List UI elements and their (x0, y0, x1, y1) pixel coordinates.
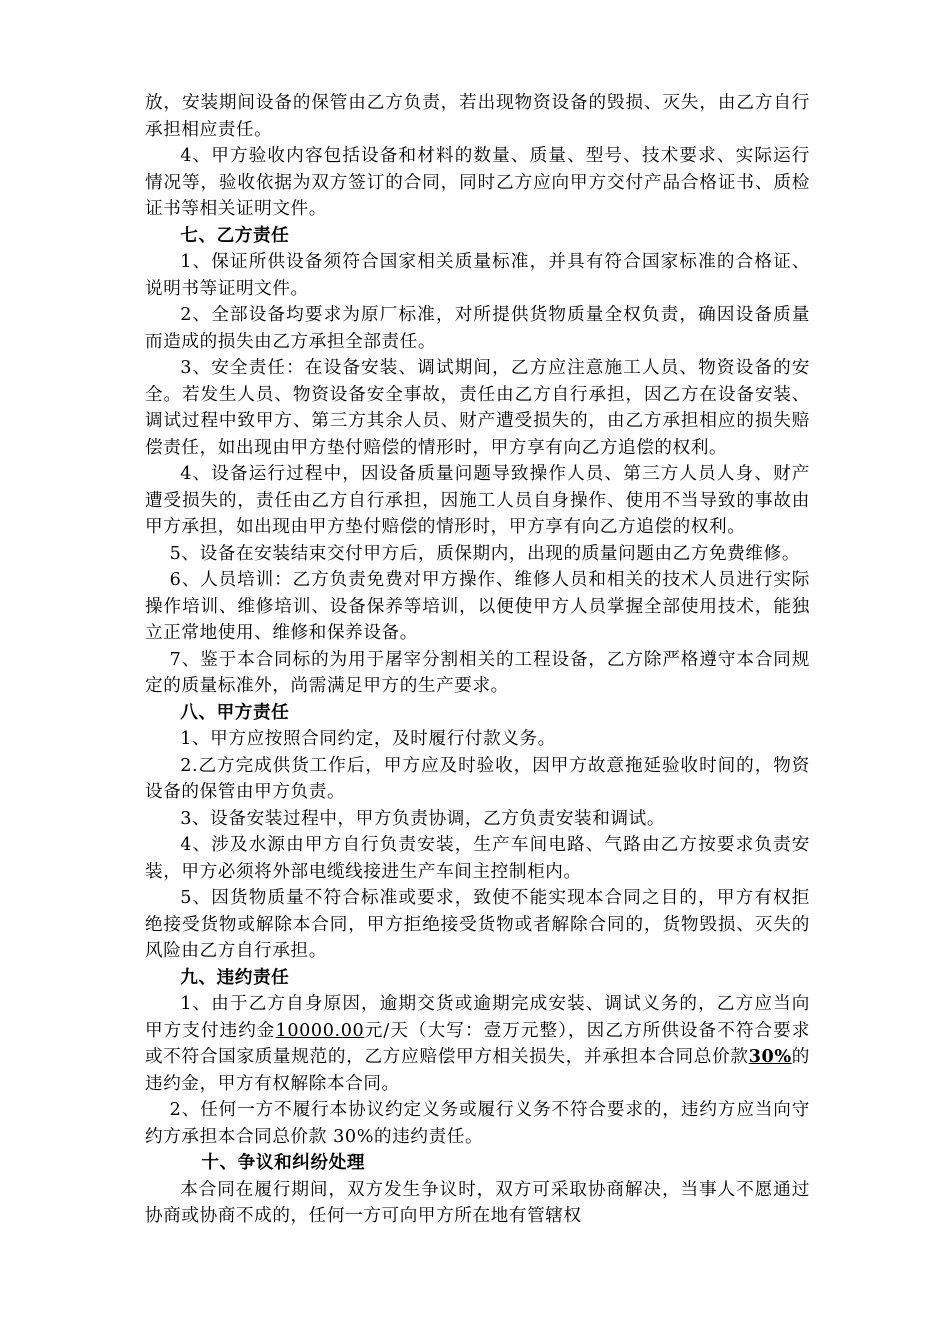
s7-item-3: 3、安全责任：在设备安装、调试期间，乙方应注意施工人员、物资设备的安全。若发生人员、物资设备安全事故，责任由乙方自行承担，因乙方在设备安装、调试过程中致甲方、第三方其余人员、财产遭受损失的，由乙方承担相应的损失赔偿责任，如出现由甲方垫付赔偿的情形时，甲方享有向乙方追偿的权利。 (145, 358, 810, 458)
section-7-heading: 七、乙方责任 (180, 225, 290, 246)
s7-item-6: 6、人员培训：乙方负责免费对甲方操作、维修人员和相关的技术人员进行实际操作培训、维修培训、设备保养等培训，以便使甲方人员掌握全部使用技术，能独立正常地使用、维修和保养设备。 (145, 570, 810, 643)
penalty-amount-words: 壹万元整 (483, 1020, 559, 1041)
s7-item-2: 2、全部设备均要求为原厂标准，对所提供货物质量全权负责，确因设备质量而造成的损失由乙方承担全部责任。 (145, 305, 810, 352)
section-9-heading: 九、违约责任 (180, 967, 290, 988)
s8-item-3: 3、设备安装过程中，甲方负责协调，乙方负责安装和调试。 (180, 808, 666, 829)
s7-item-5: 5、设备在安装结束交付甲方后，质保期内，出现的质量问题由乙方免费维修。 (169, 543, 801, 564)
s7-item-7: 7、鉴于本合同标的为用于屠宰分割相关的工程设备，乙方除严格遵守本合同规定的质量标准外，尚需满足甲方的生产要求。 (145, 649, 810, 696)
s8-item-4: 4、涉及水源由甲方自行负责安装，生产车间电路、气路由乙方按要求负责安装，甲方必须将外部电缆线接进生产车间主控制柜内。 (145, 835, 810, 882)
s9-item-1-text-a: 1、由于乙方自身原因，逾期交货或逾期完成安装、调试义务的，乙方应当向甲方支付违约金 (145, 994, 810, 1041)
s9-item-1-text-b: 元/天（大写： (364, 1020, 484, 1041)
s8-item-2: 2.乙方完成供货工作后，甲方应及时验收，因甲方故意拖延验收时间的，物资设备的保管由甲方负责。 (145, 755, 810, 802)
paragraph-acceptance-4: 4、甲方验收内容包括设备和材料的数量、质量、型号、技术要求、实际运行情况等，验收依据为双方签订的合同，同时乙方应向甲方交付产品合格证书、质检证书等相关证明文件。 (145, 146, 810, 219)
section-8-heading: 八、甲方责任 (180, 702, 290, 723)
s8-item-1: 1、甲方应按照合同约定，及时履行付款义务。 (180, 729, 556, 749)
document-page (145, 90, 810, 1230)
s9-item-1-text-d: 的违约金，甲方有权解除本合同。 (145, 1047, 810, 1094)
s8-item-5: 5、因货物质量不符合标准或要求，致使不能实现本合同之目的，甲方有权拒绝接受货物或解除本合同，甲方拒绝接受货物或者解除合同的，货物毁损、灭失的风险由乙方自行承担。 (145, 888, 810, 961)
s7-item-1: 1、保证所供设备须符合国家相关质量标准，并具有符合国家标准的合格证、说明书等证明文件。 (145, 252, 810, 299)
section-10-heading: 十、争议和纠纷处理 (201, 1153, 366, 1173)
s10-paragraph: 本合同在履行期间，双方发生争议时，双方可采取协商解决，当事人不愿通过协商或协商不成的，任何一方可向甲方所在地有管辖权 (145, 1179, 810, 1226)
s9-item-1-text-c: ），因乙方所供设备不符合要求或不符合国家质量规范的，乙方应赔偿甲方相关损失，并承担本合同总价款 (145, 1020, 810, 1067)
paragraph-continuation: 放，安装期间设备的保管由乙方负责，若出现物资设备的毁损、灭失，由乙方自行承担相应责任。 (145, 93, 810, 140)
penalty-amount: 10000.00 (275, 1020, 365, 1041)
s9-item-2: 2、任何一方不履行本协议约定义务或履行义务不符合要求的，违约方应当向守约方承担本合同总价款 30%的违约责任。 (145, 1100, 810, 1147)
penalty-percent: 30% (748, 1046, 792, 1067)
s7-item-4: 4、设备运行过程中，因设备质量问题导致操作人员、第三方人员人身、财产遭受损失的，责任由乙方自行承担，因施工人员自身操作、使用不当导致的事故由甲方承担，如出现由甲方垫付赔偿的情形时，甲方享有向乙方追偿的权利。 (145, 464, 810, 537)
s9-item-1 (145, 991, 810, 1097)
